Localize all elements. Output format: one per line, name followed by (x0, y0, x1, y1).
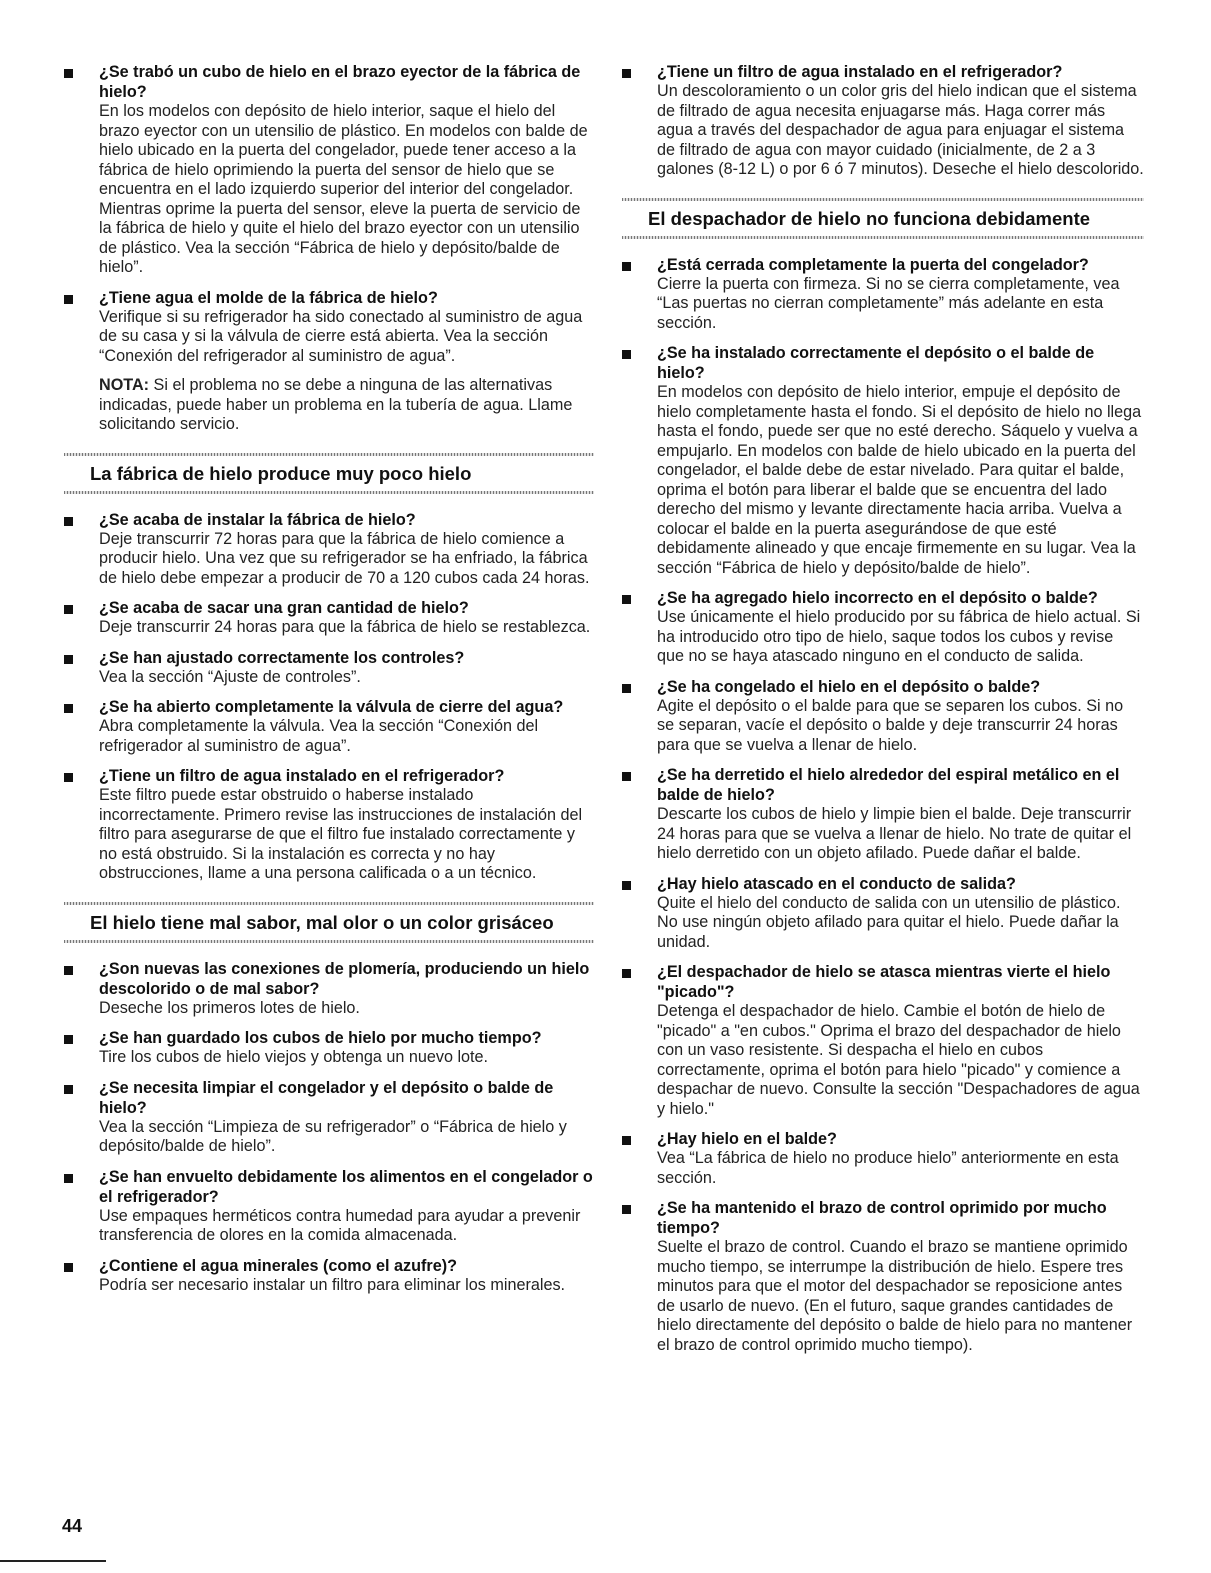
section-heading-bad-taste (64, 902, 594, 943)
question: ¿El despachador de hielo se atasca mientras vierte el hielo "picado"? (657, 963, 1111, 1001)
list-item (64, 697, 594, 756)
note-text: Si el problema no se debe a ninguna de las alternativas indicadas, puede haber un problema en la tubería de agua. Llame solicitando servicio. (99, 376, 573, 433)
list-item (64, 598, 594, 638)
answer: Cierre la puerta con firmeza. Si no se cierra completamente, vea “Las puertas no cierran completamente” más adelante en esta sección. (657, 274, 1120, 332)
list-item (64, 510, 594, 589)
list-item (622, 962, 1144, 1119)
list-item (622, 588, 1144, 667)
section-title: La fábrica de hielo produce muy poco hielo (90, 462, 472, 484)
question: ¿Se han ajustado correctamente los controles? (99, 648, 465, 667)
list-item (64, 959, 594, 1019)
question: ¿Se ha instalado correctamente el depósito o el balde de hielo? (657, 344, 1095, 382)
bullet-icon (64, 655, 73, 664)
question: ¿Se trabó un cubo de hielo en el brazo eyector de la fábrica de hielo? (99, 63, 581, 101)
answer: Agite el depósito o el balde para que se separen los cubos. Si no se separan, vacíe el depósito o balde y deje transcurrir 24 horas para que se vuelva a llenar de hielo. (657, 696, 1124, 754)
question: ¿Se ha derretido el hielo alrededor del espiral metálico en el balde de hielo? (657, 766, 1120, 804)
bullet-icon (64, 1085, 73, 1094)
question: ¿Hay hielo atascado en el conducto de salida? (657, 874, 1016, 893)
question: ¿Se acaba de sacar una gran cantidad de hielo? (99, 599, 469, 617)
question: ¿Se ha agregado hielo incorrecto en el depósito o balde? (657, 589, 1098, 607)
footer-rule (0, 1560, 106, 1562)
question: ¿Se han guardado los cubos de hielo por mucho tiempo? (99, 1029, 542, 1047)
answer: Verifique si su refrigerador ha sido conectado al suministro de agua de su casa y si la válvula de cierre está abierta. Vea la sección “Conexión del refrigerador al suministro de agua”. (99, 307, 583, 365)
bullet-icon (622, 969, 631, 978)
answer: Deseche los primeros lotes de hielo. (99, 998, 360, 1017)
answer: Use empaques herméticos contra humedad para ayudar a prevenir transferencia de olores en la comida almacenada. (99, 1206, 581, 1244)
question: ¿Se necesita limpiar el congelador y el depósito o balde de hielo? (99, 1078, 554, 1117)
divider (622, 236, 1144, 239)
question: ¿Se ha abierto completamente la válvula de cierre del agua? (99, 698, 564, 716)
section-title: El hielo tiene mal sabor, mal olor o un color grisáceo (90, 911, 554, 933)
bullet-icon (622, 1205, 631, 1214)
list-item (622, 874, 1144, 953)
answer: Un descoloramiento o un color gris del hielo indican que el sistema de filtrado de agua necesita enjuagarse más. Haga correr más agua a través del despachador de agua para enjuagar el sistema de filtrado de agua con mayor cuidado (inicialmente, de 2 a 3 galones (8-12 L) o por 6 ó 7 minutos). Deseche el hielo descolorido. (657, 82, 1144, 178)
bullet-icon (64, 517, 73, 526)
bullet-icon (622, 881, 631, 890)
section-heading-few-ice (64, 453, 594, 494)
list-item (64, 1167, 594, 1246)
list-item (622, 62, 1144, 180)
question: ¿Contiene el agua minerales (como el azufre)? (99, 1256, 458, 1275)
question: ¿Se acaba de instalar la fábrica de hielo? (99, 510, 416, 529)
bullet-icon (622, 772, 631, 781)
answer: Detenga el despachador de hielo. Cambie el botón de hielo de "picado" a "en cubos." Oprima el brazo del despachador de hielo con un vaso resistente. Si despacha el hielo en cubos correctamente, oprima el botón para hielo "picado" y comience a despachar de nuevo. Consulte la sección "Despachadores de agua y hielo." (657, 1002, 1140, 1118)
bullet-icon (622, 69, 631, 78)
question: ¿Hay hielo en el balde? (657, 1130, 837, 1148)
answer: Descarte los cubos de hielo y limpie bien el balde. Deje transcurrir 24 horas para que se vuelva a llenar de hielo. No trate de quitar el hielo derretido con un objeto afilado. Puede dañar el balde. (657, 805, 1132, 862)
list-item (64, 1256, 594, 1296)
question: ¿Se han envuelto debidamente los alimentos en el congelador o el refrigerador? (99, 1167, 593, 1206)
answer: Vea la sección “Limpieza de su refrigerador” o “Fábrica de hielo y depósito/balde de hielo”. (99, 1117, 567, 1155)
question: ¿Tiene un filtro de agua instalado en el refrigerador? (99, 767, 505, 785)
page-number: 44 (62, 1516, 83, 1536)
answer: Este filtro puede estar obstruido o haberse instalado incorrectamente. Primero revise las instrucciones de instalación del filtro para asegurarse de que el filtro fue instalado correctamente y no está obstruido. Si la instalación es correcta y no hay obstrucciones, llame a una persona calificada o a un técnico. (99, 786, 583, 882)
question: ¿Tiene un filtro de agua instalado en el refrigerador? (657, 63, 1063, 81)
bullet-icon (64, 1174, 73, 1183)
answer: Suelte el brazo de control. Cuando el brazo se mantiene oprimido mucho tiempo, se interrumpe la distribución de hielo. Espere tres minutos para que el motor del despachador se reposicione antes de usarlo de nuevo. (En el futuro, saque grandes cantidades de hielo directamente del depósito o balde de hielo para no mantener el brazo de control oprimido mucho tiempo). (657, 1238, 1133, 1354)
bullet-icon (622, 595, 631, 604)
answer: Quite el hielo del conducto de salida con un utensilio de plástico. No use ningún objeto afilado para quitar el hielo. Puede dañar la unidad. (657, 893, 1121, 951)
bullet-icon (64, 704, 73, 713)
answer: Deje transcurrir 72 horas para que la fábrica de hielo comience a producir hielo. Una vez que su refrigerador se ha enfriado, la fábrica de hielo debe empezar a producir de 70 a 120 cubos cada 24 horas. (99, 529, 590, 587)
bullet-icon (64, 773, 73, 782)
list-item (64, 288, 594, 367)
bullet-icon (622, 350, 631, 359)
note-label: NOTA: (99, 376, 150, 394)
question: ¿Son nuevas las conexiones de plomería, produciendo un hielo descolorido o de mal sabor? (99, 959, 590, 998)
divider (64, 491, 594, 494)
question: ¿Tiene agua el molde de la fábrica de hielo? (99, 288, 438, 307)
divider (64, 940, 594, 943)
question: ¿Se ha mantenido el brazo de control oprimido por mucho tiempo? (657, 1199, 1107, 1237)
note (64, 376, 594, 435)
bullet-icon (64, 295, 73, 304)
left-column (64, 62, 594, 1305)
list-item (622, 1129, 1144, 1188)
bullet-icon (622, 262, 631, 271)
section-title: El despachador de hielo no funciona debidamente (648, 207, 1091, 229)
list-item (64, 1028, 594, 1068)
list-item (622, 343, 1144, 578)
section-heading-dispenser (622, 198, 1144, 239)
answer: En los modelos con depósito de hielo interior, saque el hielo del brazo eyector con un utensilio de plástico. En modelos con balde de hielo ubicado en la puerta del congelador, puede tener acceso a la fábrica de hielo oprimiendo la puerta del sensor de hielo que se encuentra en el lado izquierdo superior del interior del congelador. Mientras oprime la puerta del sensor, eleve la puerta de servicio de la fábrica de hielo y quite el hielo del brazo eyector con un utensilio de plástico. Vea la sección “Fábrica de hielo y depósito/balde de hielo”. (99, 102, 588, 276)
answer: En modelos con depósito de hielo interior, empuje el depósito de hielo completamente hasta el fondo. Si el depósito de hielo no llega hasta el fondo, puede ser que no esté derecho. Sáquelo y vuelva a empujarlo. En modelos con balde de hielo ubicado en la puerta del congelador, el balde debe de estar nivelado. Para quitar el balde, oprima el botón para liberar el balde que se encuentra del lado derecho del mismo y levante directamente hacia arriba. Vuelva a colocar el balde en la puerta asegurándose de que esté debidamente alineado y que encaje firmemente en su lugar. Vea la sección “Fábrica de hielo y depósito/balde de hielo”. (657, 383, 1142, 577)
list-item (64, 648, 594, 688)
list-item (622, 1198, 1144, 1355)
bullet-icon (64, 1035, 73, 1044)
list-item (64, 62, 594, 278)
bullet-icon (622, 684, 631, 693)
bullet-icon (622, 1136, 631, 1145)
answer: Podría ser necesario instalar un filtro para eliminar los minerales. (99, 1275, 566, 1294)
right-column (622, 62, 1144, 1365)
bullet-icon (64, 69, 73, 78)
list-item (622, 677, 1144, 756)
answer: Tire los cubos de hielo viejos y obtenga un nuevo lote. (99, 1048, 489, 1066)
list-item (622, 765, 1144, 864)
answer: Use únicamente el hielo producido por su fábrica de hielo actual. Si ha introducido otro tipo de hielo, saque todos los cubos y revise que no se haya atascado ninguno en el conducto de salida. (657, 608, 1141, 665)
list-item (622, 255, 1144, 334)
bullet-icon (64, 1263, 73, 1272)
bullet-icon (64, 966, 73, 975)
answer: Vea “La fábrica de hielo no produce hielo” anteriormente en esta sección. (657, 1149, 1119, 1187)
bullet-icon (64, 605, 73, 614)
answer: Vea la sección “Ajuste de controles”. (99, 667, 361, 686)
list-item (64, 766, 594, 884)
answer: Deje transcurrir 24 horas para que la fábrica de hielo se restablezca. (99, 618, 591, 636)
question: ¿Está cerrada completamente la puerta del congelador? (657, 255, 1089, 274)
question: ¿Se ha congelado el hielo en el depósito o balde? (657, 677, 1041, 696)
answer: Abra completamente la válvula. Vea la sección “Conexión del refrigerador al suministro de agua”. (99, 717, 539, 755)
list-item (64, 1078, 594, 1157)
